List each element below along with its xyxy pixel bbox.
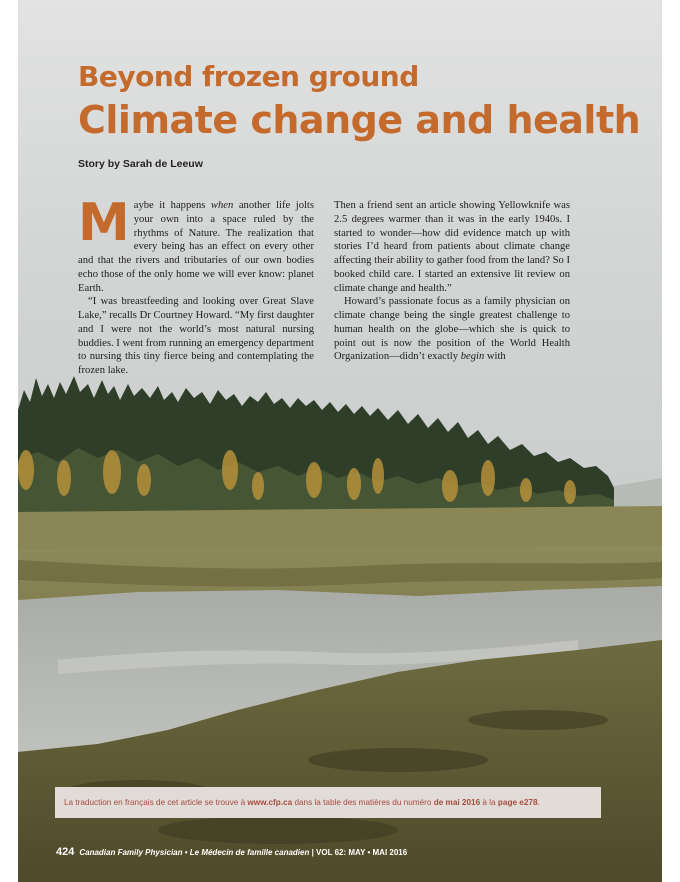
byline: Story by Sarah de Leeuw (78, 158, 203, 170)
emphasis: when (210, 200, 234, 211)
headline-title: Climate change and health (78, 98, 641, 142)
magazine-page (18, 0, 662, 882)
drop-cap: M (78, 193, 130, 253)
text-run: another life jolts your own into a space ruled by the rhythms of Nature. The realization that every being has an effect on every other and that the rivers and tributaries of our own bodies echo those of the only home we will ever know: planet Earth. (78, 200, 314, 294)
notice-text-run: La traduction en français de cet article se trouve à (64, 798, 248, 807)
notice-text-run: . (537, 798, 540, 807)
text-run: aybe it happens (133, 200, 211, 211)
paragraph: Then a friend sent an article showing Yellowknife was 2.5 degrees warmer than it was in the early 1940s. I started to wonder—how did evidence match up with stories I’d heard from patients about climate change affecting their ability to gather food from the land? So I booked child care. I started an extensive lit review on climate change and health.” (334, 200, 570, 294)
notice-issue: de mai 2016 (433, 798, 481, 807)
paragraph (78, 193, 314, 295)
notice-link[interactable]: www.cfp.ca (247, 798, 293, 807)
notice-text-run: dans la table des matières du numéro (292, 798, 434, 807)
publication-name: Canadian Family Physician • Le Médecin de famille canadien (79, 848, 310, 857)
article-column-left (78, 193, 314, 378)
headline-subtitle: Beyond frozen ground (78, 60, 419, 93)
emphasis: begin (460, 351, 485, 363)
notice-text (64, 798, 540, 807)
notice-text-run: à la (480, 798, 498, 807)
page-footer (56, 846, 407, 858)
translation-notice (55, 787, 601, 818)
text-run: with (484, 351, 506, 363)
issue-volume: | VOL 62: MAY • MAI 2016 (311, 848, 408, 857)
text-run: Howard’s passionate focus as a family physician on climate change being the single greatest challenge to human health on the globe—which she is quick to point out is now the position of the World Health Organization—didn’t exactly (334, 296, 570, 363)
article-column-right (334, 199, 570, 364)
paragraph (334, 295, 570, 364)
paragraph: “I was breastfeeding and looking over Great Slave Lake,” recalls Dr Courtney Howard. “My first daughter and I were not the world’s most natural nursing buddies. I went from running an emergency department to nursing this tiny fierce being and contemplating the frozen lake. (78, 296, 314, 376)
notice-page-ref: page e278 (497, 798, 538, 807)
page-number: 424 (56, 846, 75, 858)
